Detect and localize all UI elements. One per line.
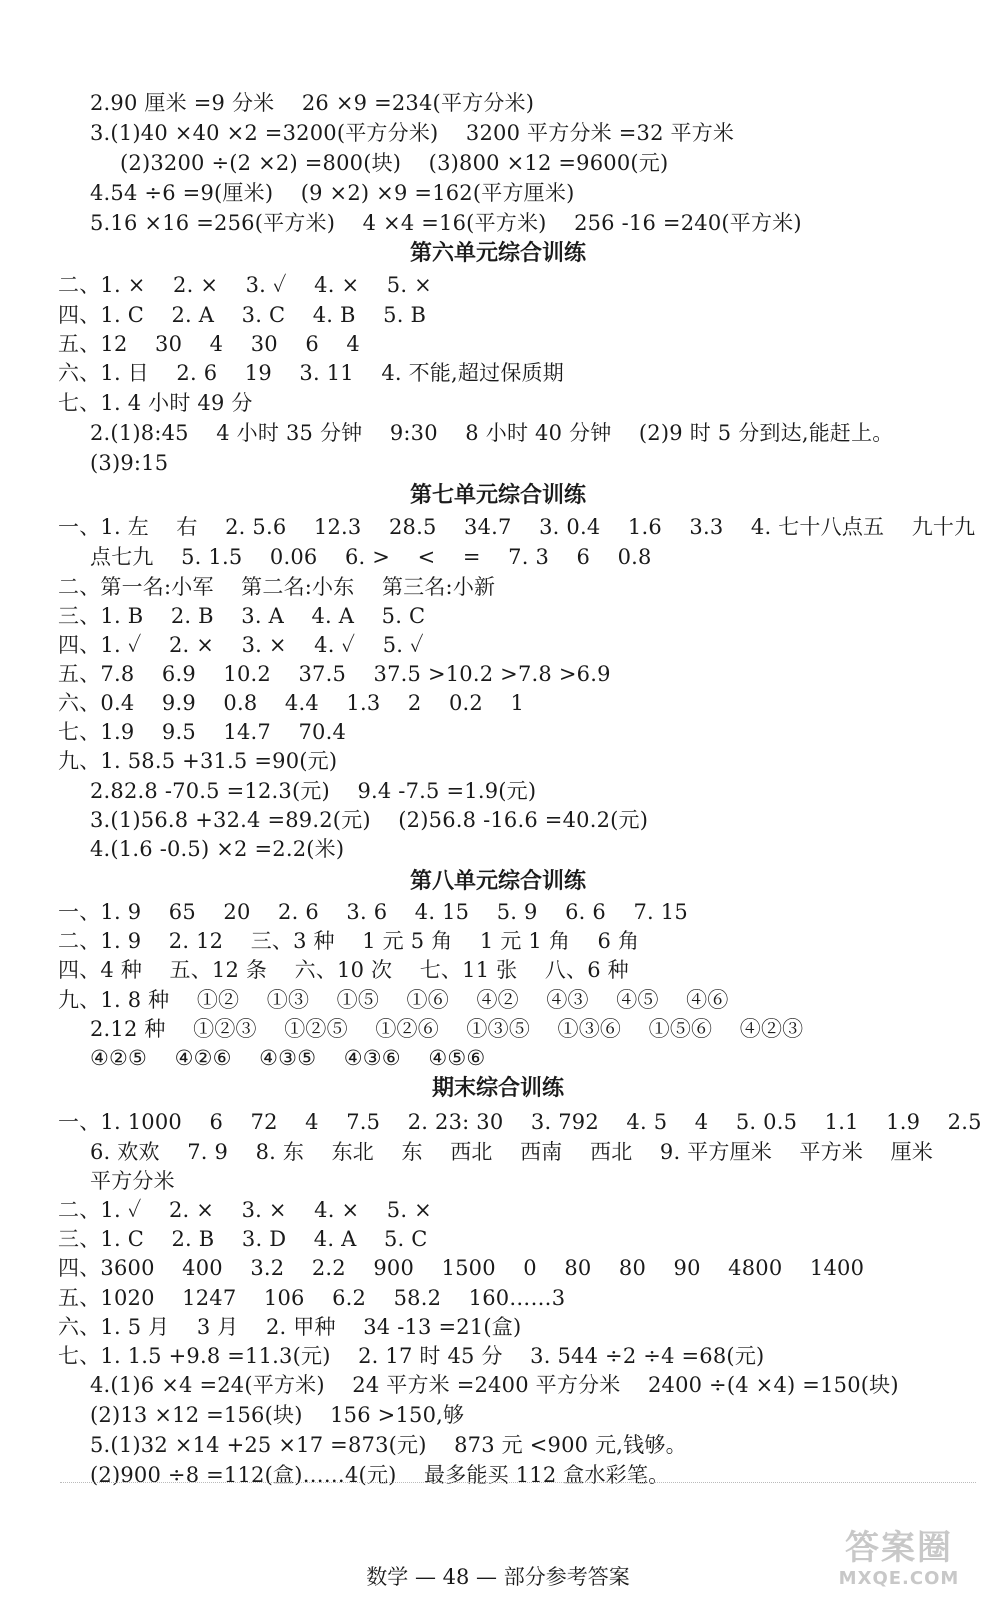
section-heading-final: 期末综合训练	[431, 1076, 564, 1101]
footer-divider	[60, 1482, 976, 1483]
answer-line: (3)9:15	[90, 451, 169, 475]
answer-line: 4.54 ÷6 =9(厘米) (9 ×2) ×9 =162(平方厘米)	[90, 181, 575, 205]
watermark-url: MXQE.COM	[838, 1568, 960, 1589]
answer-line: 二、第一名:小军 第二名:小东 第三名:小新	[58, 575, 496, 599]
answer-line: 五、12 30 4 30 6 4	[58, 332, 360, 356]
answer-line: 3.(1)56.8 +32.4 =89.2(元) (2)56.8 -16.6 =40.2(元)	[90, 808, 649, 832]
answer-line: 4.(1.6 -0.5) ×2 =2.2(米)	[90, 837, 345, 861]
answer-line: 二、1. × 2. × 3. ✓ 4. × 5. ×	[58, 273, 432, 297]
answer-line: 七、1. 1.5 +9.8 =11.3(元) 2. 17 时 45 分 3. 544 ÷2 ÷4 =68(元)	[58, 1344, 765, 1368]
answer-line: 6. 欢欢 7. 9 8. 东 东北 东 西北 西南 西北 9. 平方厘米 平方米 厘米	[90, 1140, 934, 1164]
answer-line: 一、1. 9 65 20 2. 6 3. 6 4. 15 5. 9 6. 6 7. 15	[58, 900, 688, 924]
watermark-logo	[824, 1528, 974, 1594]
answer-line: 一、1. 左 右 2. 5.6 12.3 28.5 34.7 3. 0.4 1.6 3.3 4. 七十八点五 九十九	[58, 515, 976, 539]
answer-line: ④②⑤ ④②⑥ ④③⑤ ④③⑥ ④⑤⑥	[90, 1046, 486, 1070]
answer-line: 二、1. ✓ 2. × 3. × 4. × 5. ×	[58, 1198, 432, 1222]
answer-line: 点七九 5. 1.5 0.06 6. > < = 7. 3 6 0.8	[90, 545, 652, 569]
answer-line: (2)3200 ÷(2 ×2) =800(块) (3)800 ×12 =9600(元)	[120, 151, 669, 175]
answer-line: 七、1. 4 小时 49 分	[58, 391, 253, 415]
answer-line: 3.(1)40 ×40 ×2 =3200(平方分米) 3200 平方分米 =32 平方米	[90, 121, 735, 145]
answer-line: (2)900 ÷8 =112(盒)……4(元) 最多能买 112 盒水彩笔。	[90, 1463, 670, 1487]
answer-line: (2)13 ×12 =156(块) 156 >150,够	[90, 1403, 465, 1427]
answer-line: 5.(1)32 ×14 +25 ×17 =873(元) 873 元 <900 元,钱够。	[90, 1433, 687, 1457]
answer-line: 2.82.8 -70.5 =12.3(元) 9.4 -7.5 =1.9(元)	[90, 779, 537, 803]
answer-line: 2.(1)8:45 4 小时 35 分钟 9:30 8 小时 40 分钟 (2)9 时 5 分到达,能赶上。	[90, 421, 894, 445]
section-heading-unit7: 第七单元综合训练	[409, 483, 586, 508]
answer-line: 五、7.8 6.9 10.2 37.5 37.5 >10.2 >7.8 >6.9	[58, 662, 611, 686]
answer-line: 七、1.9 9.5 14.7 70.4	[58, 720, 347, 744]
answer-line: 4.(1)6 ×4 =24(平方米) 24 平方米 =2400 平方分米 2400 ÷(4 ×4) =150(块)	[90, 1373, 899, 1397]
answer-line: 四、3600 400 3.2 2.2 900 1500 0 80 80 90 4800 1400	[58, 1256, 865, 1280]
answer-line: 三、1. C 2. B 3. D 4. A 5. C	[58, 1227, 428, 1251]
answer-line: 5.16 ×16 =256(平方米) 4 ×4 =16(平方米) 256 -16 =240(平方米)	[90, 211, 802, 235]
answer-line: 五、1020 1247 106 6.2 58.2 160……3	[58, 1286, 566, 1310]
answer-line: 平方分米	[90, 1169, 175, 1193]
watermark-title: 答案圈	[845, 1528, 953, 1568]
answer-line: 九、1. 8 种 ①② ①③ ①⑤ ①⑥ ④② ④③ ④⑤ ④⑥	[58, 988, 729, 1012]
answer-line: 2.12 种 ①②③ ①②⑤ ①②⑥ ①③⑤ ①③⑥ ①⑤⑥ ④②③	[90, 1017, 804, 1041]
answer-line: 六、0.4 9.9 0.8 4.4 1.3 2 0.2 1	[58, 691, 525, 715]
answer-line: 四、4 种 五、12 条 六、10 次 七、11 张 八、6 种	[58, 958, 629, 982]
answer-line: 四、1. ✓ 2. × 3. × 4. ✓ 5. ✓	[58, 633, 424, 657]
answer-line: 2.90 厘米 =9 分米 26 ×9 =234(平方分米)	[90, 91, 535, 115]
answer-line: 三、1. B 2. B 3. A 4. A 5. C	[58, 604, 426, 628]
section-heading-unit8: 第八单元综合训练	[409, 869, 586, 894]
page-footer: 数学 — 48 — 部分参考答案	[366, 1565, 630, 1589]
answer-line: 一、1. 1000 6 72 4 7.5 2. 23: 30 3. 792 4. 5 4 5. 0.5 1.1 1.9 2.5	[58, 1110, 982, 1134]
answer-line: 六、1. 日 2. 6 19 3. 11 4. 不能,超过保质期	[58, 361, 564, 385]
answer-line: 九、1. 58.5 +31.5 =90(元)	[58, 749, 338, 773]
answer-line: 六、1. 5 月 3 月 2. 甲种 34 -13 =21(盒)	[58, 1315, 522, 1339]
answer-line: 二、1. 9 2. 12 三、3 种 1 元 5 角 1 元 1 角 6 角	[58, 929, 640, 953]
section-heading-unit6: 第六单元综合训练	[409, 241, 586, 266]
answer-line: 四、1. C 2. A 3. C 4. B 5. B	[58, 303, 427, 327]
